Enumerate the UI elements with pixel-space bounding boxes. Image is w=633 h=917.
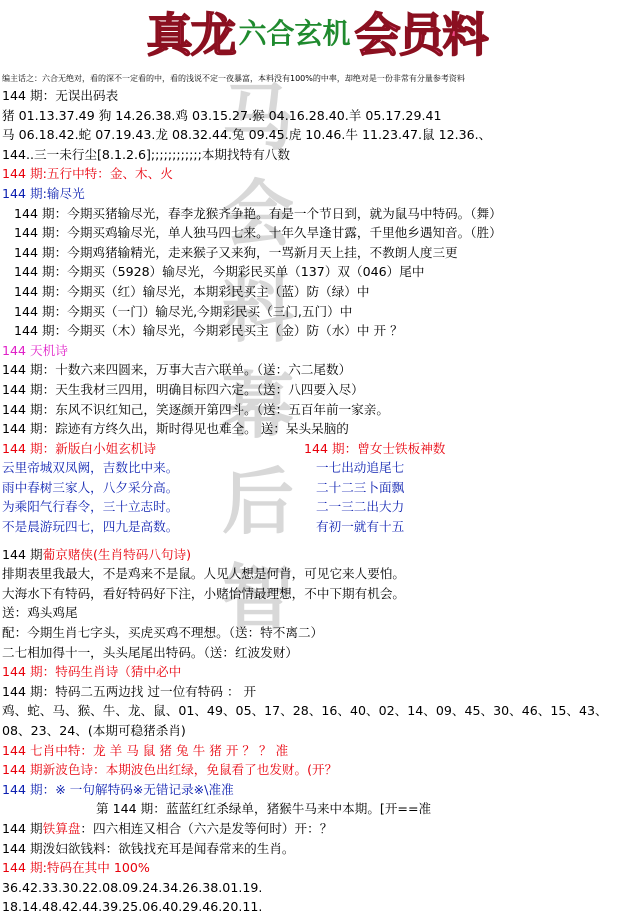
line-poem-4: 144 期：踪迹有方终久出，斯时得见也难全。 送：呆头呆脑的 xyxy=(2,421,349,437)
gambler-poem-2: 大海水下有特码，看好特码好下注，小赌怡情最理想，不中下期有机会。 xyxy=(2,585,405,601)
title-right: 会员料 xyxy=(354,8,487,62)
tieban-1: 一七出动追尾七 xyxy=(316,460,405,476)
line-five-elements: 144 期:五行中特：金、木、火 xyxy=(2,166,173,182)
gambler-match: 配：今期生肖七字头，买虎买鸡不理想。（送：特不离二） xyxy=(2,625,324,641)
abacus-title: 铁算盘 xyxy=(42,820,81,836)
abacus-period: 144 期 xyxy=(2,820,43,836)
editor-note: 编主话之：六合无绝对，看的深不一定看的中，看的浅说不定一夜暴富，本料没有100%的中率，却绝对是一份非常有分量参考资料 xyxy=(2,74,465,83)
seven-zodiac-line: 144 七肖中特：龙 羊 马 鼠 猪 兔 牛 猪 开 ？ ？ 准 xyxy=(2,742,289,758)
gambler-title: 葡京赌侠(生肖特码八句诗) xyxy=(42,546,191,562)
white-lady-poem-2: 雨中春树三家人，八夕采分高。 xyxy=(2,479,179,495)
gambler-period: 144 期 xyxy=(2,546,43,562)
wave-color-poem: 144 期新波色诗：本期波色出红绿，免鼠看了也发财。(开？ xyxy=(2,762,338,778)
line-lose-all-5: 144 期：今期买（红）输尽光，本期彩民买主（蓝）防（绿）中 xyxy=(14,283,370,299)
zodiac-poem-header: 144 期：特码生肖诗（猜中必中 xyxy=(2,664,182,680)
zodiac-numbers-1: 鸡、蛇、马、猴、牛、龙、鼠、01、49、05、17、28、16、40、02、14、09、45、30、46、15、43、 xyxy=(2,703,608,719)
line-poem-1: 144 期：十数六来四圆来，万事大吉六联单。（送：六二尾数） xyxy=(2,362,352,378)
one-sentence-line: 第 144 期：蓝蓝红红杀绿单，猪猴牛马来中本期。[开==准 xyxy=(96,801,432,817)
gambler-poem-header xyxy=(0,545,633,565)
title-left: 真龙 xyxy=(146,8,235,62)
line-lose-all-2: 144 期：今期买鸡输尽光，单人独马四七来。十年久旱逢甘露，千里他乡遇知音。（胜） xyxy=(14,225,502,241)
zodiac-numbers-2: 08、23、24、(本期可稳猪杀肖) xyxy=(2,723,186,738)
line-poem-header: 144 天机诗 xyxy=(2,342,68,358)
special-code-header: 144 期:特码在其中 100% xyxy=(2,860,150,876)
line-lose-all-1: 144 期：今期买猪输尽光，春李龙猴齐争艳。有是一个节日到，就为鼠马中特码。（舞） xyxy=(14,205,502,221)
line-lose-all-4: 144 期：今期买（5928）输尽光，今期彩民买单（137）双（046）尾中 xyxy=(14,264,425,280)
gambler-poem-1: 排期表里我最大，不是鸡来不是鼠。人见人想是何肖，可见它来人要怕。 xyxy=(2,566,405,582)
shrew-money-line: 144 期泼妇欲钱料：欲钱找充耳是闻春常来的生肖。 xyxy=(2,840,295,856)
line-lose-all-header: 144 期:输尽光 xyxy=(2,185,85,201)
watermark: 马 会 料 幕 后 智 xyxy=(221,75,294,640)
left-column xyxy=(0,439,302,537)
tieban-2: 二十二三卜面飘 xyxy=(316,479,405,495)
white-lady-poem-3: 为乘阳气行春令，三十立志时。 xyxy=(2,499,179,515)
one-sentence-header: 144 期：※ 一句解特码※无错记录※\准准 xyxy=(2,781,234,797)
tieban-4: 有初一就有十五 xyxy=(316,519,405,535)
line-eight-numbers: 144..三一未行尘[8.1.2.6];;;;;;;;;;;;本期找特有八数 xyxy=(2,146,290,162)
gambler-send: 送：鸡头鸡尾 xyxy=(2,605,78,621)
special-code-numbers-1: 36.42.33.30.22.08.09.24.34.26.38.01.19. xyxy=(2,879,263,895)
right-column xyxy=(302,439,622,537)
two-five-line: 144 期：特码二五两边找 过一位有特码 ： 开 xyxy=(2,683,257,699)
tieban-3: 二一三二出大力 xyxy=(316,499,405,515)
line-lose-all-6: 144 期：今期买（一门）输尽光,今期彩民买（三门,五门）中 xyxy=(14,303,353,319)
white-lady-poem-header: 144 期：新版白小姐玄机诗 xyxy=(2,440,156,456)
line-lose-all-3: 144 期：今期鸡猪输精光，走来猴子又来狗，一骂新月天上挂，不教朗人度三更 xyxy=(14,244,458,260)
line-code-table-row2: 马 06.18.42.蛇 07.19.43.龙 08.32.44.兔 09.45.虎 10.46.牛 11.23.47.鼠 12.36.、 xyxy=(2,127,492,143)
line-poem-3: 144 期：东风不识红知己，笑逐颜开第四斗。（送：五百年前一家亲。 xyxy=(2,401,389,417)
gambler-sum: 二七相加得十一，头头尾尾出特码。（送：红波发财） xyxy=(2,644,298,660)
abacus-line xyxy=(0,819,633,839)
abacus-text: ：四六相连又相合（六六是发等何时）开：？ xyxy=(80,820,333,836)
line-code-table-title: 144 期：无误出码表 xyxy=(2,88,119,103)
title-middle: 六合玄机 xyxy=(238,17,351,50)
page-title xyxy=(0,0,633,64)
white-lady-poem-4: 不是晨游玩四七，四九是高数。 xyxy=(2,519,179,535)
special-code-numbers-2: 18.14.48.42.44.39.25.06.40.29.46.20.11. xyxy=(2,899,263,915)
white-lady-poem-1: 云里帝城双凤阙，吉数比中来。 xyxy=(2,460,179,476)
line-lose-all-7: 144 期：今期买（木）输尽光，今期彩民买主（金）防（水）中 开 ？ xyxy=(14,323,403,339)
line-poem-2: 144 期：天生我材三四用，明确目标四六定。（送：八四要入尽） xyxy=(2,381,364,397)
line-code-table-row1: 猪 01.13.37.49 狗 14.26.38.鸡 03.15.27.猴 04.16.28.40.羊 05.17.29.41 xyxy=(2,107,442,123)
tieban-header: 144 期：曾女士铁板神数 xyxy=(304,440,446,456)
two-column-poems xyxy=(0,439,633,537)
